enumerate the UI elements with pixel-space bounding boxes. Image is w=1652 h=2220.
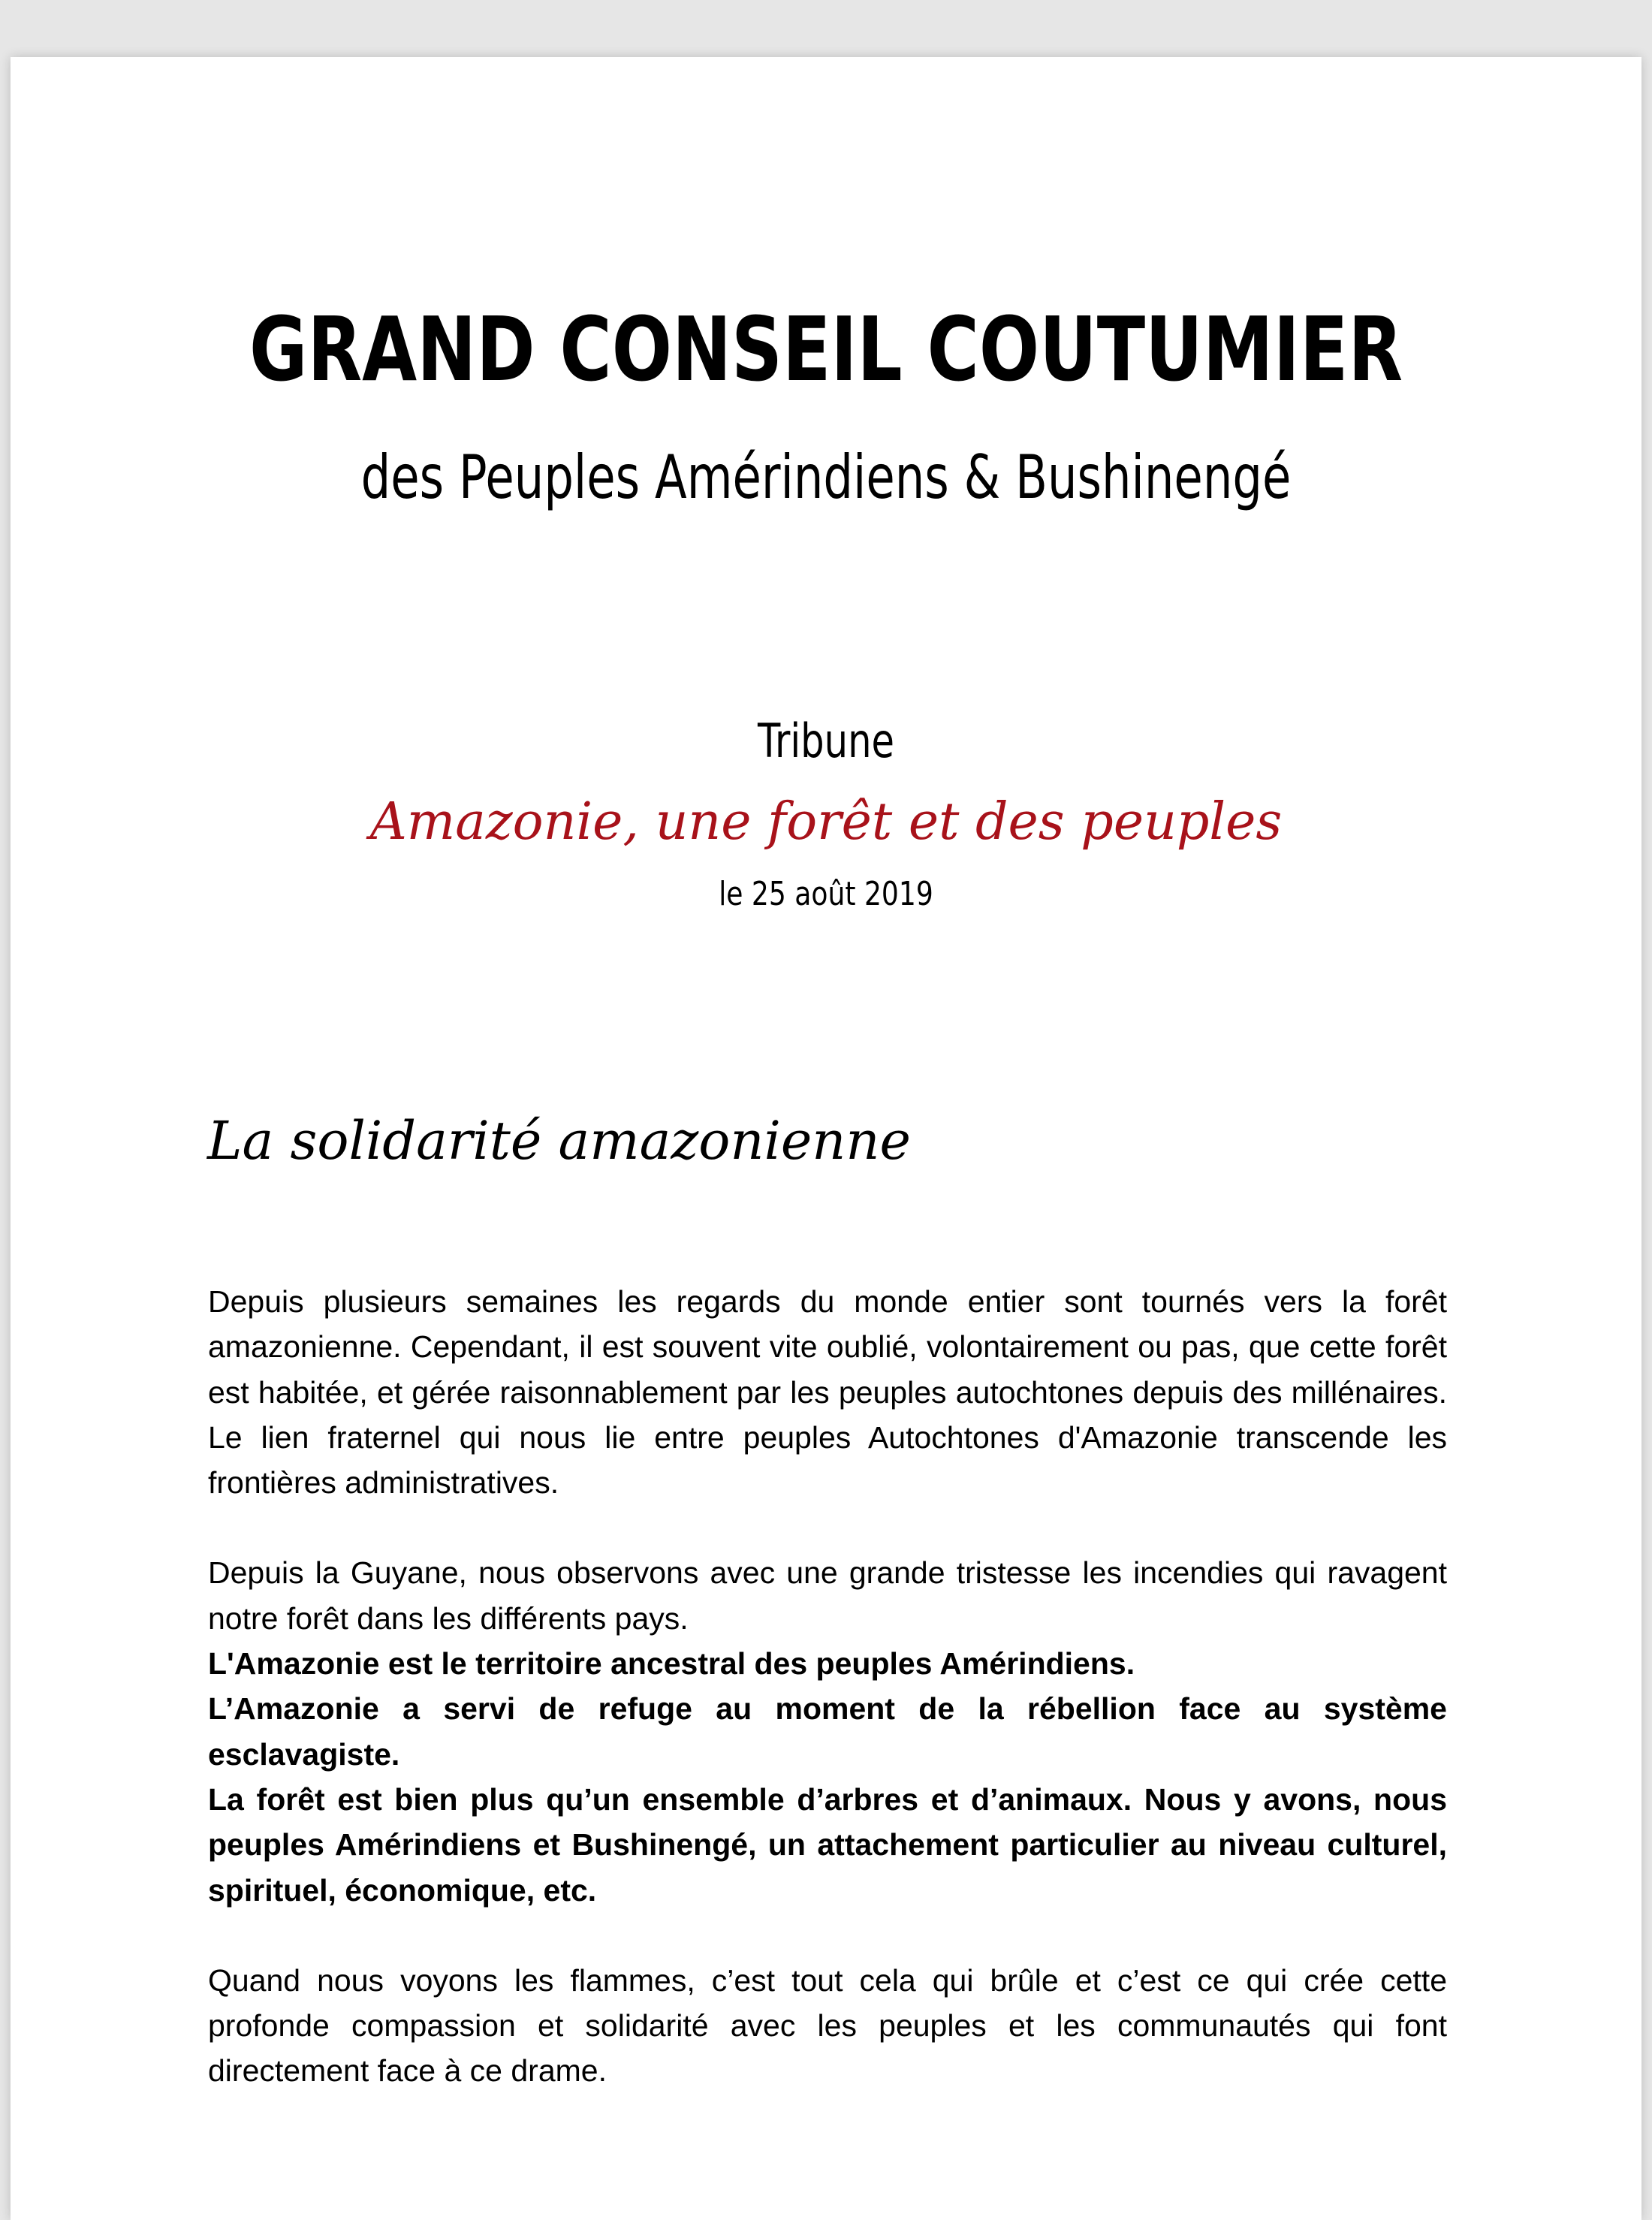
section-heading: La solidarité amazonienne xyxy=(207,1110,911,1172)
paragraph-guyane: Depuis la Guyane, nous observons avec une grande tristesse les incendies qui ravagent notre forêt dans les différents pays. xyxy=(208,1555,1447,1636)
organization-subtitle: des Peuples Amérindiens & Bushinengé xyxy=(360,442,1292,512)
body-text xyxy=(208,1279,1447,2094)
paragraph-ancestral-territory: L'Amazonie est le territoire ancestral des peuples Amérindiens. xyxy=(208,1646,1135,1682)
paragraph-attachment: La forêt est bien plus qu’un ensemble d’arbres et d’animaux. Nous y avons, nous peuples Amérindiens et Bushinengé, un attachement particulier au niveau culturel, spirituel, économique, etc. xyxy=(208,1781,1447,1908)
paragraph-intro: Depuis plusieurs semaines les regards du monde entier sont tournés vers la forêt amazonienne. Cependant, il est souvent vite oublié, volontairement ou pas, que cette forêt est habitée, et gérée raisonnablement par les peuples autochtones depuis des millénaires. Le lien fraternel qui nous lie entre peuples Autochtones d'Amazonie transcende les frontières administratives. xyxy=(208,1284,1447,1501)
tribune-label: Tribune xyxy=(757,713,895,768)
organization-title: GRAND CONSEIL COUTUMIER xyxy=(249,297,1403,401)
document-page xyxy=(11,57,1641,2220)
tribune-date: le 25 août 2019 xyxy=(719,875,933,913)
paragraph-refuge: L’Amazonie a servi de refuge au moment de la rébellion face au système esclavagiste. xyxy=(208,1691,1447,1772)
tribune-title: Amazonie, une forêt et des peuples xyxy=(369,792,1283,852)
paragraph-flames: Quand nous voyons les flammes, c’est tout cela qui brûle et c’est ce qui crée cette profonde compassion et solidarité avec les peuples et les communautés qui font directement face à ce drame. xyxy=(208,1962,1447,2089)
